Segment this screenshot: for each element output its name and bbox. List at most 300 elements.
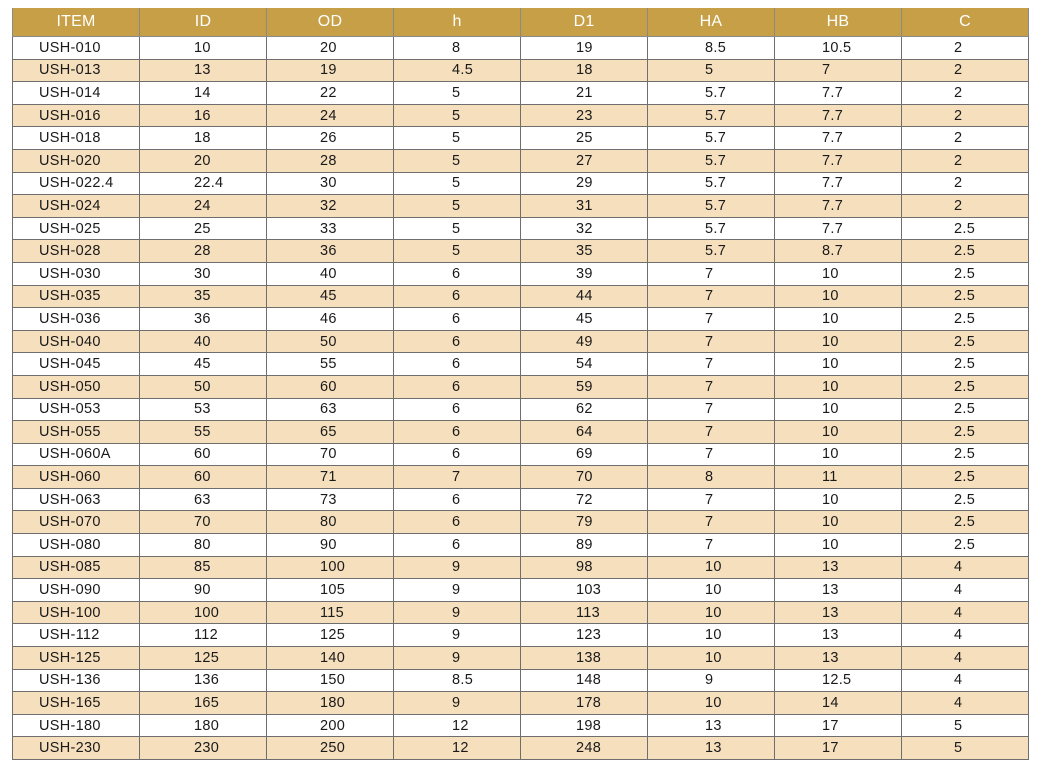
cell-id: 180 bbox=[140, 714, 267, 737]
table-row bbox=[13, 669, 1029, 692]
cell-d1: 69 bbox=[521, 443, 648, 466]
cell-h: 9 bbox=[394, 556, 521, 579]
column-header-hb: HB bbox=[775, 8, 902, 37]
cell-hb: 14 bbox=[775, 692, 902, 715]
cell-od: 250 bbox=[267, 737, 394, 760]
cell-h: 6 bbox=[394, 308, 521, 331]
cell-c: 2 bbox=[902, 172, 1029, 195]
cell-c: 2 bbox=[902, 195, 1029, 218]
cell-ha: 10 bbox=[648, 647, 775, 670]
cell-h: 8 bbox=[394, 37, 521, 60]
cell-od: 100 bbox=[267, 556, 394, 579]
cell-item: USH-025 bbox=[13, 217, 140, 240]
header-row bbox=[13, 8, 1029, 37]
table-row bbox=[13, 579, 1029, 602]
cell-c: 4 bbox=[902, 601, 1029, 624]
table-row bbox=[13, 601, 1029, 624]
cell-d1: 64 bbox=[521, 421, 648, 444]
cell-c: 2.5 bbox=[902, 466, 1029, 489]
cell-item: USH-125 bbox=[13, 647, 140, 670]
cell-od: 70 bbox=[267, 443, 394, 466]
cell-id: 70 bbox=[140, 511, 267, 534]
cell-item: USH-028 bbox=[13, 240, 140, 263]
cell-c: 2 bbox=[902, 127, 1029, 150]
cell-od: 125 bbox=[267, 624, 394, 647]
cell-id: 136 bbox=[140, 669, 267, 692]
cell-h: 5 bbox=[394, 195, 521, 218]
cell-d1: 123 bbox=[521, 624, 648, 647]
cell-c: 4 bbox=[902, 579, 1029, 602]
cell-c: 2.5 bbox=[902, 330, 1029, 353]
cell-item: USH-030 bbox=[13, 262, 140, 285]
table-row bbox=[13, 285, 1029, 308]
cell-id: 60 bbox=[140, 443, 267, 466]
cell-ha: 7 bbox=[648, 421, 775, 444]
cell-c: 4 bbox=[902, 624, 1029, 647]
cell-od: 60 bbox=[267, 375, 394, 398]
cell-c: 2.5 bbox=[902, 308, 1029, 331]
cell-h: 12 bbox=[394, 714, 521, 737]
cell-item: USH-022.4 bbox=[13, 172, 140, 195]
cell-h: 9 bbox=[394, 692, 521, 715]
cell-d1: 178 bbox=[521, 692, 648, 715]
cell-c: 2.5 bbox=[902, 511, 1029, 534]
cell-item: USH-013 bbox=[13, 59, 140, 82]
cell-od: 200 bbox=[267, 714, 394, 737]
cell-h: 6 bbox=[394, 285, 521, 308]
cell-hb: 10 bbox=[775, 375, 902, 398]
cell-id: 63 bbox=[140, 488, 267, 511]
cell-id: 20 bbox=[140, 149, 267, 172]
cell-od: 80 bbox=[267, 511, 394, 534]
cell-item: USH-016 bbox=[13, 104, 140, 127]
cell-id: 40 bbox=[140, 330, 267, 353]
cell-ha: 7 bbox=[648, 488, 775, 511]
cell-od: 26 bbox=[267, 127, 394, 150]
cell-h: 5 bbox=[394, 104, 521, 127]
cell-id: 14 bbox=[140, 82, 267, 105]
cell-od: 63 bbox=[267, 398, 394, 421]
cell-d1: 72 bbox=[521, 488, 648, 511]
cell-hb: 7.7 bbox=[775, 217, 902, 240]
cell-od: 46 bbox=[267, 308, 394, 331]
cell-id: 30 bbox=[140, 262, 267, 285]
cell-d1: 23 bbox=[521, 104, 648, 127]
cell-ha: 8 bbox=[648, 466, 775, 489]
table-row bbox=[13, 149, 1029, 172]
cell-c: 2.5 bbox=[902, 353, 1029, 376]
cell-d1: 21 bbox=[521, 82, 648, 105]
cell-d1: 248 bbox=[521, 737, 648, 760]
cell-h: 6 bbox=[394, 330, 521, 353]
cell-id: 16 bbox=[140, 104, 267, 127]
cell-hb: 7.7 bbox=[775, 104, 902, 127]
cell-hb: 17 bbox=[775, 737, 902, 760]
cell-hb: 10 bbox=[775, 398, 902, 421]
table-row bbox=[13, 195, 1029, 218]
cell-item: USH-010 bbox=[13, 37, 140, 60]
cell-hb: 7 bbox=[775, 59, 902, 82]
cell-d1: 98 bbox=[521, 556, 648, 579]
cell-d1: 103 bbox=[521, 579, 648, 602]
cell-hb: 7.7 bbox=[775, 195, 902, 218]
cell-ha: 5.7 bbox=[648, 195, 775, 218]
column-header-od: OD bbox=[267, 8, 394, 37]
cell-item: USH-035 bbox=[13, 285, 140, 308]
cell-id: 53 bbox=[140, 398, 267, 421]
cell-od: 24 bbox=[267, 104, 394, 127]
cell-od: 28 bbox=[267, 149, 394, 172]
cell-d1: 29 bbox=[521, 172, 648, 195]
cell-c: 2 bbox=[902, 104, 1029, 127]
cell-c: 4 bbox=[902, 669, 1029, 692]
cell-item: USH-070 bbox=[13, 511, 140, 534]
cell-ha: 5 bbox=[648, 59, 775, 82]
table-row bbox=[13, 692, 1029, 715]
cell-d1: 138 bbox=[521, 647, 648, 670]
cell-c: 2.5 bbox=[902, 398, 1029, 421]
table-row bbox=[13, 737, 1029, 760]
cell-id: 165 bbox=[140, 692, 267, 715]
column-header-h: h bbox=[394, 8, 521, 37]
cell-h: 8.5 bbox=[394, 669, 521, 692]
cell-od: 73 bbox=[267, 488, 394, 511]
cell-d1: 54 bbox=[521, 353, 648, 376]
cell-ha: 5.7 bbox=[648, 240, 775, 263]
cell-item: USH-050 bbox=[13, 375, 140, 398]
cell-d1: 198 bbox=[521, 714, 648, 737]
cell-h: 5 bbox=[394, 217, 521, 240]
cell-hb: 10 bbox=[775, 262, 902, 285]
cell-c: 2 bbox=[902, 37, 1029, 60]
cell-d1: 59 bbox=[521, 375, 648, 398]
cell-ha: 7 bbox=[648, 443, 775, 466]
cell-h: 6 bbox=[394, 398, 521, 421]
cell-h: 6 bbox=[394, 421, 521, 444]
cell-id: 50 bbox=[140, 375, 267, 398]
cell-d1: 31 bbox=[521, 195, 648, 218]
cell-od: 33 bbox=[267, 217, 394, 240]
table-row bbox=[13, 59, 1029, 82]
cell-hb: 12.5 bbox=[775, 669, 902, 692]
cell-h: 6 bbox=[394, 262, 521, 285]
cell-id: 230 bbox=[140, 737, 267, 760]
cell-hb: 7.7 bbox=[775, 149, 902, 172]
cell-d1: 148 bbox=[521, 669, 648, 692]
cell-item: USH-020 bbox=[13, 149, 140, 172]
cell-h: 6 bbox=[394, 353, 521, 376]
cell-c: 2.5 bbox=[902, 240, 1029, 263]
spec-table bbox=[12, 8, 1029, 760]
cell-d1: 32 bbox=[521, 217, 648, 240]
table-row bbox=[13, 330, 1029, 353]
cell-c: 4 bbox=[902, 647, 1029, 670]
cell-hb: 10 bbox=[775, 421, 902, 444]
cell-od: 115 bbox=[267, 601, 394, 624]
cell-hb: 10.5 bbox=[775, 37, 902, 60]
cell-item: USH-100 bbox=[13, 601, 140, 624]
cell-ha: 5.7 bbox=[648, 217, 775, 240]
cell-id: 25 bbox=[140, 217, 267, 240]
table-row bbox=[13, 127, 1029, 150]
cell-ha: 7 bbox=[648, 353, 775, 376]
table-row bbox=[13, 240, 1029, 263]
cell-id: 28 bbox=[140, 240, 267, 263]
cell-h: 4.5 bbox=[394, 59, 521, 82]
cell-od: 180 bbox=[267, 692, 394, 715]
cell-ha: 10 bbox=[648, 556, 775, 579]
table-row bbox=[13, 421, 1029, 444]
cell-hb: 10 bbox=[775, 511, 902, 534]
cell-ha: 5.7 bbox=[648, 149, 775, 172]
cell-hb: 11 bbox=[775, 466, 902, 489]
cell-h: 5 bbox=[394, 127, 521, 150]
cell-d1: 62 bbox=[521, 398, 648, 421]
cell-item: USH-136 bbox=[13, 669, 140, 692]
table-row bbox=[13, 82, 1029, 105]
cell-h: 5 bbox=[394, 172, 521, 195]
cell-d1: 113 bbox=[521, 601, 648, 624]
cell-od: 105 bbox=[267, 579, 394, 602]
cell-d1: 44 bbox=[521, 285, 648, 308]
cell-id: 125 bbox=[140, 647, 267, 670]
cell-od: 32 bbox=[267, 195, 394, 218]
cell-item: USH-060A bbox=[13, 443, 140, 466]
cell-od: 36 bbox=[267, 240, 394, 263]
column-header-id: ID bbox=[140, 8, 267, 37]
cell-item: USH-090 bbox=[13, 579, 140, 602]
table-row bbox=[13, 714, 1029, 737]
cell-c: 2.5 bbox=[902, 443, 1029, 466]
cell-hb: 10 bbox=[775, 330, 902, 353]
cell-od: 19 bbox=[267, 59, 394, 82]
cell-id: 90 bbox=[140, 579, 267, 602]
cell-c: 2.5 bbox=[902, 262, 1029, 285]
cell-h: 12 bbox=[394, 737, 521, 760]
cell-id: 36 bbox=[140, 308, 267, 331]
cell-ha: 5.7 bbox=[648, 172, 775, 195]
cell-item: USH-080 bbox=[13, 534, 140, 557]
cell-hb: 7.7 bbox=[775, 127, 902, 150]
cell-hb: 10 bbox=[775, 488, 902, 511]
cell-ha: 7 bbox=[648, 398, 775, 421]
cell-h: 6 bbox=[394, 375, 521, 398]
cell-id: 112 bbox=[140, 624, 267, 647]
table-row bbox=[13, 488, 1029, 511]
cell-ha: 13 bbox=[648, 714, 775, 737]
cell-d1: 27 bbox=[521, 149, 648, 172]
cell-item: USH-036 bbox=[13, 308, 140, 331]
cell-d1: 39 bbox=[521, 262, 648, 285]
table-body bbox=[13, 37, 1029, 760]
cell-d1: 89 bbox=[521, 534, 648, 557]
table-row bbox=[13, 466, 1029, 489]
cell-item: USH-180 bbox=[13, 714, 140, 737]
cell-c: 2.5 bbox=[902, 534, 1029, 557]
cell-item: USH-053 bbox=[13, 398, 140, 421]
cell-id: 18 bbox=[140, 127, 267, 150]
cell-h: 6 bbox=[394, 534, 521, 557]
cell-hb: 13 bbox=[775, 647, 902, 670]
table-row bbox=[13, 37, 1029, 60]
cell-ha: 7 bbox=[648, 375, 775, 398]
cell-ha: 8.5 bbox=[648, 37, 775, 60]
cell-item: USH-018 bbox=[13, 127, 140, 150]
cell-od: 50 bbox=[267, 330, 394, 353]
cell-hb: 17 bbox=[775, 714, 902, 737]
cell-h: 9 bbox=[394, 624, 521, 647]
table-row bbox=[13, 556, 1029, 579]
cell-hb: 7.7 bbox=[775, 172, 902, 195]
column-header-c: C bbox=[902, 8, 1029, 37]
table-row bbox=[13, 511, 1029, 534]
cell-ha: 10 bbox=[648, 601, 775, 624]
cell-d1: 18 bbox=[521, 59, 648, 82]
cell-ha: 7 bbox=[648, 330, 775, 353]
table-header bbox=[13, 8, 1029, 37]
cell-c: 4 bbox=[902, 556, 1029, 579]
cell-od: 55 bbox=[267, 353, 394, 376]
table-row bbox=[13, 534, 1029, 557]
table-row bbox=[13, 172, 1029, 195]
cell-d1: 45 bbox=[521, 308, 648, 331]
column-header-item: ITEM bbox=[13, 8, 140, 37]
cell-od: 71 bbox=[267, 466, 394, 489]
cell-hb: 7.7 bbox=[775, 82, 902, 105]
cell-h: 7 bbox=[394, 466, 521, 489]
cell-c: 2.5 bbox=[902, 488, 1029, 511]
cell-ha: 7 bbox=[648, 285, 775, 308]
cell-ha: 10 bbox=[648, 579, 775, 602]
cell-c: 5 bbox=[902, 737, 1029, 760]
cell-c: 2.5 bbox=[902, 217, 1029, 240]
cell-ha: 13 bbox=[648, 737, 775, 760]
cell-h: 9 bbox=[394, 601, 521, 624]
cell-id: 13 bbox=[140, 59, 267, 82]
column-header-ha: HA bbox=[648, 8, 775, 37]
cell-item: USH-024 bbox=[13, 195, 140, 218]
cell-hb: 13 bbox=[775, 579, 902, 602]
table-row bbox=[13, 443, 1029, 466]
cell-c: 4 bbox=[902, 692, 1029, 715]
cell-ha: 7 bbox=[648, 262, 775, 285]
cell-od: 140 bbox=[267, 647, 394, 670]
cell-od: 90 bbox=[267, 534, 394, 557]
cell-c: 2.5 bbox=[902, 421, 1029, 444]
cell-id: 60 bbox=[140, 466, 267, 489]
cell-d1: 35 bbox=[521, 240, 648, 263]
cell-hb: 8.7 bbox=[775, 240, 902, 263]
cell-item: USH-040 bbox=[13, 330, 140, 353]
cell-od: 150 bbox=[267, 669, 394, 692]
cell-hb: 10 bbox=[775, 443, 902, 466]
cell-hb: 13 bbox=[775, 556, 902, 579]
cell-ha: 10 bbox=[648, 692, 775, 715]
cell-od: 45 bbox=[267, 285, 394, 308]
cell-h: 6 bbox=[394, 511, 521, 534]
cell-ha: 7 bbox=[648, 534, 775, 557]
cell-hb: 10 bbox=[775, 353, 902, 376]
cell-ha: 5.7 bbox=[648, 82, 775, 105]
cell-h: 5 bbox=[394, 82, 521, 105]
cell-ha: 5.7 bbox=[648, 127, 775, 150]
table-row bbox=[13, 104, 1029, 127]
cell-ha: 7 bbox=[648, 511, 775, 534]
cell-item: USH-165 bbox=[13, 692, 140, 715]
table-row bbox=[13, 353, 1029, 376]
cell-item: USH-014 bbox=[13, 82, 140, 105]
cell-hb: 13 bbox=[775, 624, 902, 647]
cell-ha: 7 bbox=[648, 308, 775, 331]
cell-od: 20 bbox=[267, 37, 394, 60]
table-row bbox=[13, 375, 1029, 398]
cell-d1: 70 bbox=[521, 466, 648, 489]
cell-hb: 10 bbox=[775, 308, 902, 331]
cell-h: 5 bbox=[394, 240, 521, 263]
table-row bbox=[13, 217, 1029, 240]
cell-id: 35 bbox=[140, 285, 267, 308]
cell-c: 2 bbox=[902, 82, 1029, 105]
cell-hb: 10 bbox=[775, 285, 902, 308]
cell-h: 9 bbox=[394, 579, 521, 602]
table-row bbox=[13, 624, 1029, 647]
cell-id: 80 bbox=[140, 534, 267, 557]
cell-ha: 10 bbox=[648, 624, 775, 647]
cell-h: 6 bbox=[394, 443, 521, 466]
cell-h: 9 bbox=[394, 647, 521, 670]
cell-h: 6 bbox=[394, 488, 521, 511]
cell-od: 30 bbox=[267, 172, 394, 195]
cell-od: 22 bbox=[267, 82, 394, 105]
cell-item: USH-085 bbox=[13, 556, 140, 579]
cell-d1: 79 bbox=[521, 511, 648, 534]
cell-item: USH-060 bbox=[13, 466, 140, 489]
cell-item: USH-055 bbox=[13, 421, 140, 444]
cell-hb: 10 bbox=[775, 534, 902, 557]
cell-item: USH-112 bbox=[13, 624, 140, 647]
cell-h: 5 bbox=[394, 149, 521, 172]
cell-c: 2 bbox=[902, 59, 1029, 82]
cell-d1: 19 bbox=[521, 37, 648, 60]
table-row bbox=[13, 647, 1029, 670]
cell-ha: 5.7 bbox=[648, 104, 775, 127]
cell-c: 5 bbox=[902, 714, 1029, 737]
cell-item: USH-063 bbox=[13, 488, 140, 511]
cell-hb: 13 bbox=[775, 601, 902, 624]
column-header-d1: D1 bbox=[521, 8, 648, 37]
cell-id: 10 bbox=[140, 37, 267, 60]
cell-od: 65 bbox=[267, 421, 394, 444]
cell-item: USH-230 bbox=[13, 737, 140, 760]
cell-c: 2.5 bbox=[902, 375, 1029, 398]
table-row bbox=[13, 308, 1029, 331]
table-row bbox=[13, 398, 1029, 421]
cell-ha: 9 bbox=[648, 669, 775, 692]
cell-id: 55 bbox=[140, 421, 267, 444]
cell-id: 100 bbox=[140, 601, 267, 624]
cell-item: USH-045 bbox=[13, 353, 140, 376]
cell-c: 2 bbox=[902, 149, 1029, 172]
cell-d1: 25 bbox=[521, 127, 648, 150]
table-row bbox=[13, 262, 1029, 285]
cell-d1: 49 bbox=[521, 330, 648, 353]
cell-od: 40 bbox=[267, 262, 394, 285]
cell-id: 24 bbox=[140, 195, 267, 218]
cell-id: 45 bbox=[140, 353, 267, 376]
cell-c: 2.5 bbox=[902, 285, 1029, 308]
cell-id: 85 bbox=[140, 556, 267, 579]
cell-id: 22.4 bbox=[140, 172, 267, 195]
